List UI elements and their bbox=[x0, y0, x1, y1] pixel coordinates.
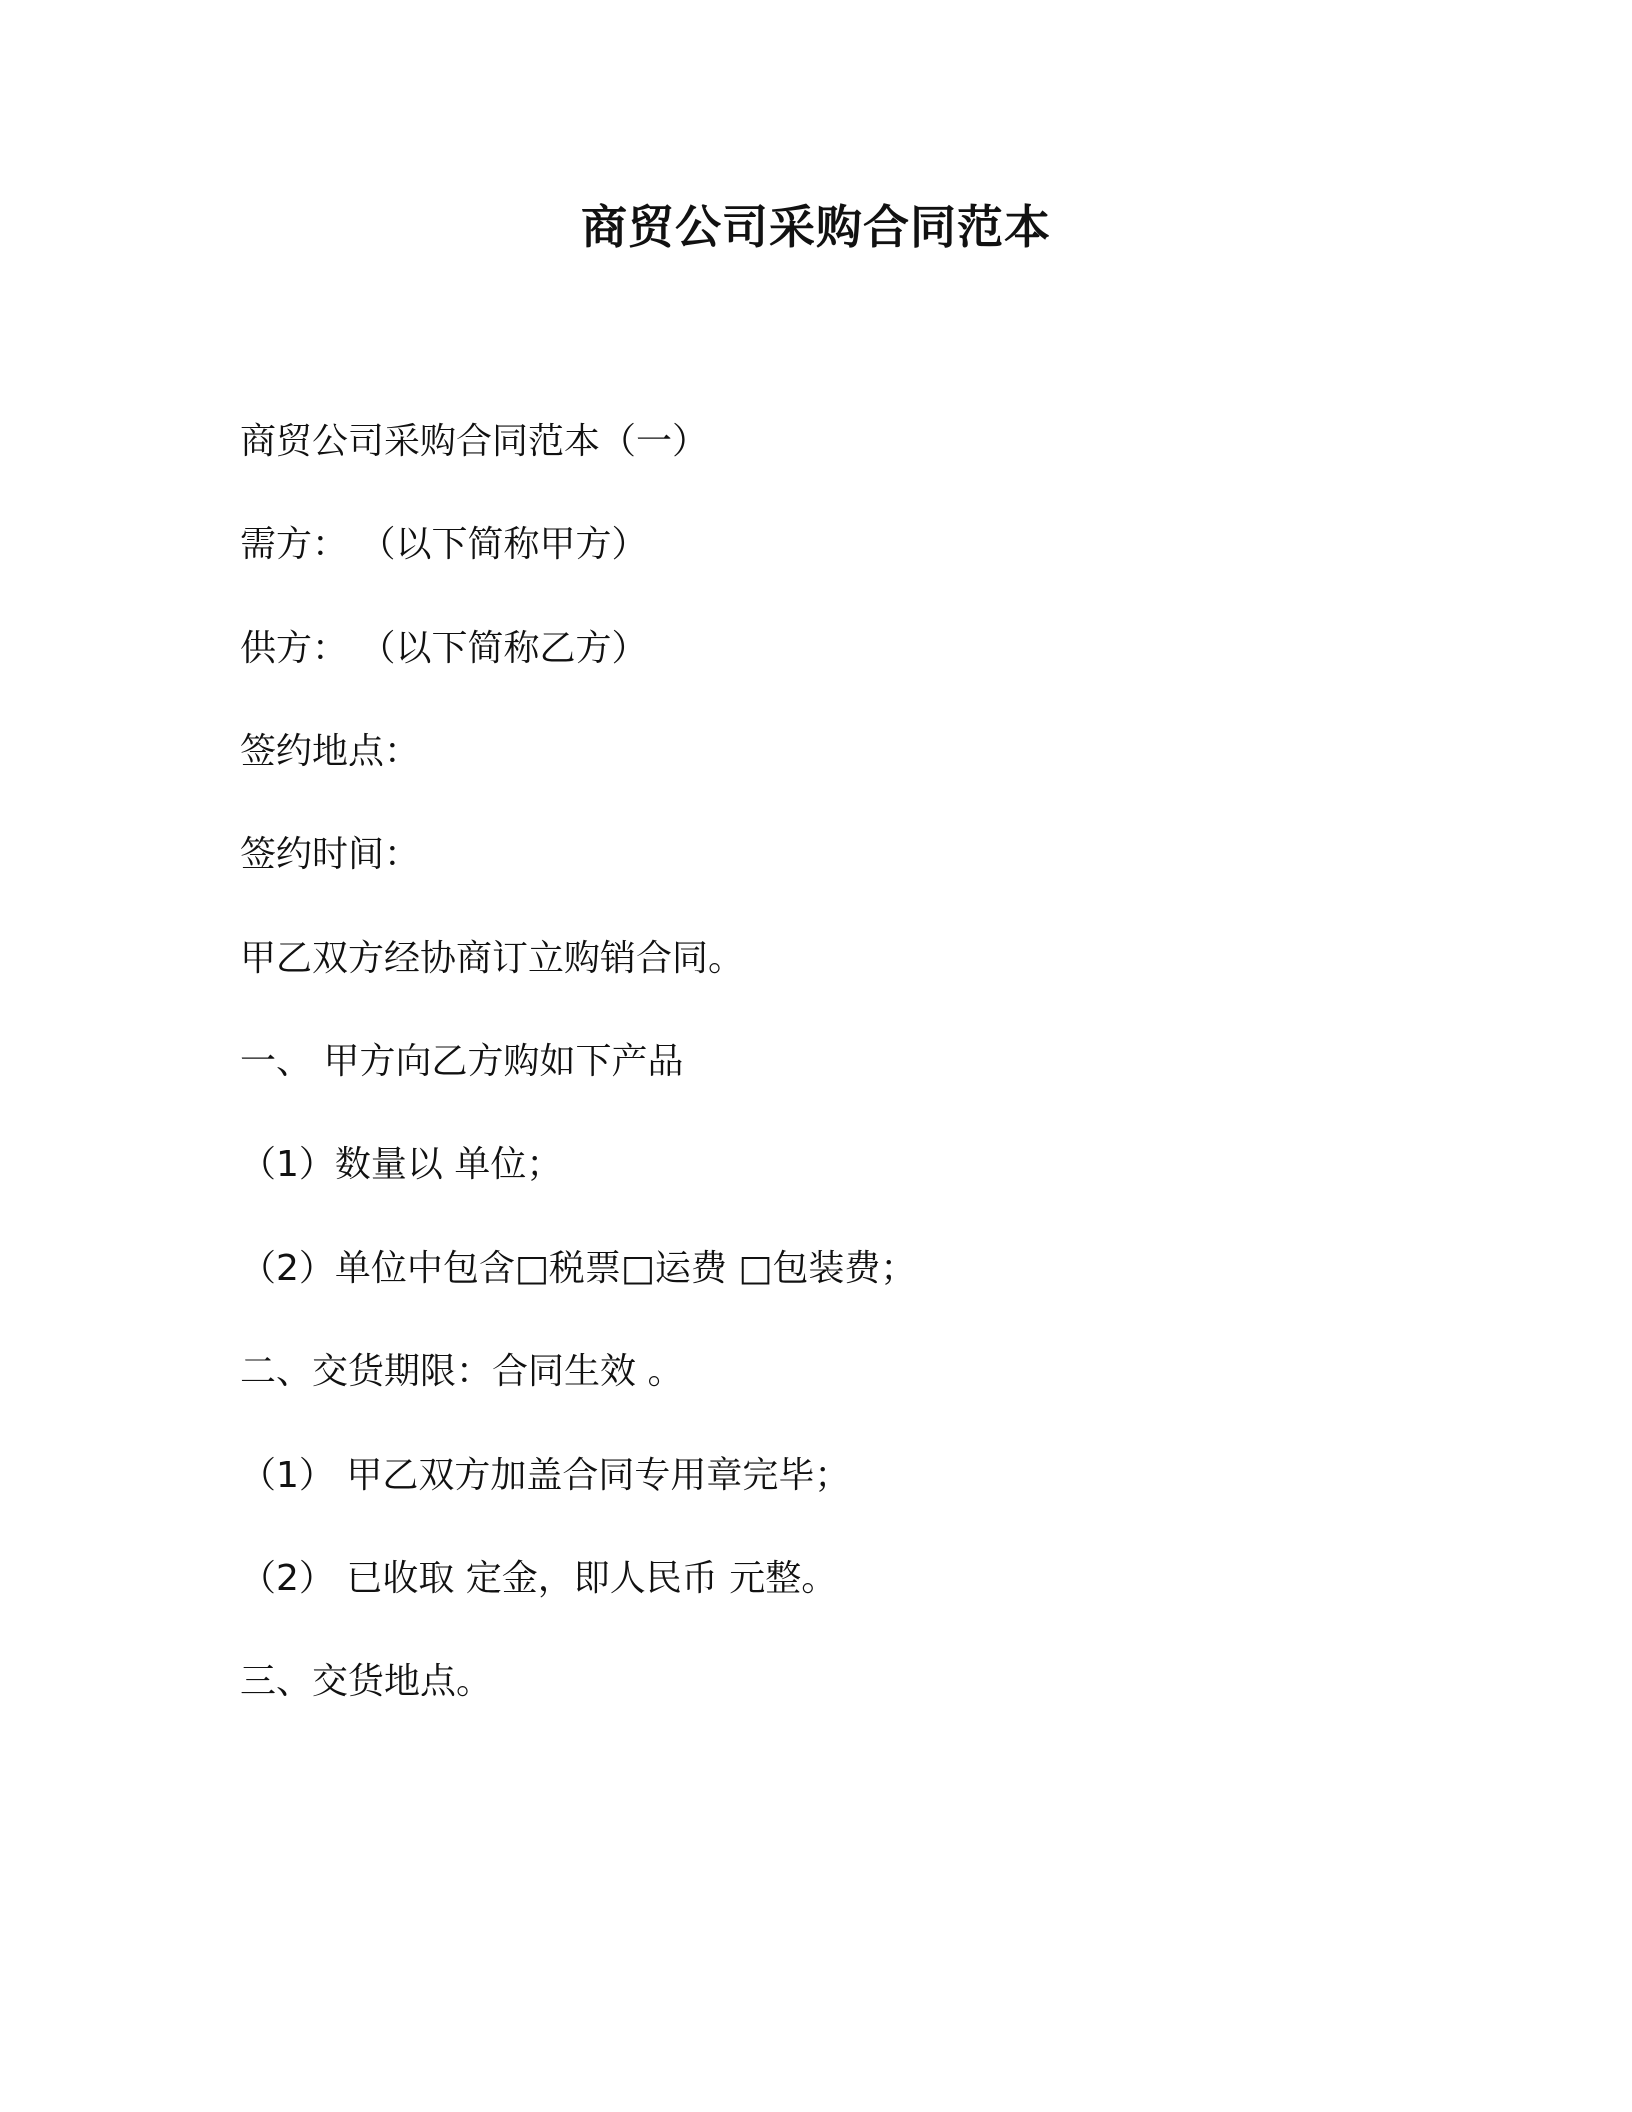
clause-1-item-1: （1）数量以 单位； bbox=[240, 1144, 563, 1185]
clause-2-item-1: （1） 甲乙双方加盖合同专用章完毕； bbox=[240, 1455, 851, 1496]
signing-time-line: 签约时间： bbox=[240, 834, 421, 875]
buyer-line: 需方： （以下简称甲方） bbox=[240, 524, 648, 565]
clause-1-item-2: （2）单位中包含□税票□运费 □包装费； bbox=[240, 1248, 917, 1289]
clause-3-heading: 三、交货地点。 bbox=[240, 1661, 493, 1702]
supplier-line: 供方： （以下简称乙方） bbox=[240, 628, 648, 669]
clause-2-heading: 二、交货期限：合同生效 。 bbox=[240, 1351, 684, 1392]
section-heading: 商贸公司采购合同范本（一） bbox=[240, 421, 709, 462]
document-title: 商贸公司采购合同范本 bbox=[581, 200, 1051, 254]
signing-place-line: 签约地点： bbox=[240, 731, 421, 772]
clause-1-heading: 一、 甲方向乙方购如下产品 bbox=[240, 1041, 684, 1082]
agreement-line: 甲乙双方经协商订立购销合同。 bbox=[240, 938, 745, 979]
clause-2-item-2: （2） 已收取 定金，即人民币 元整。 bbox=[240, 1558, 838, 1599]
